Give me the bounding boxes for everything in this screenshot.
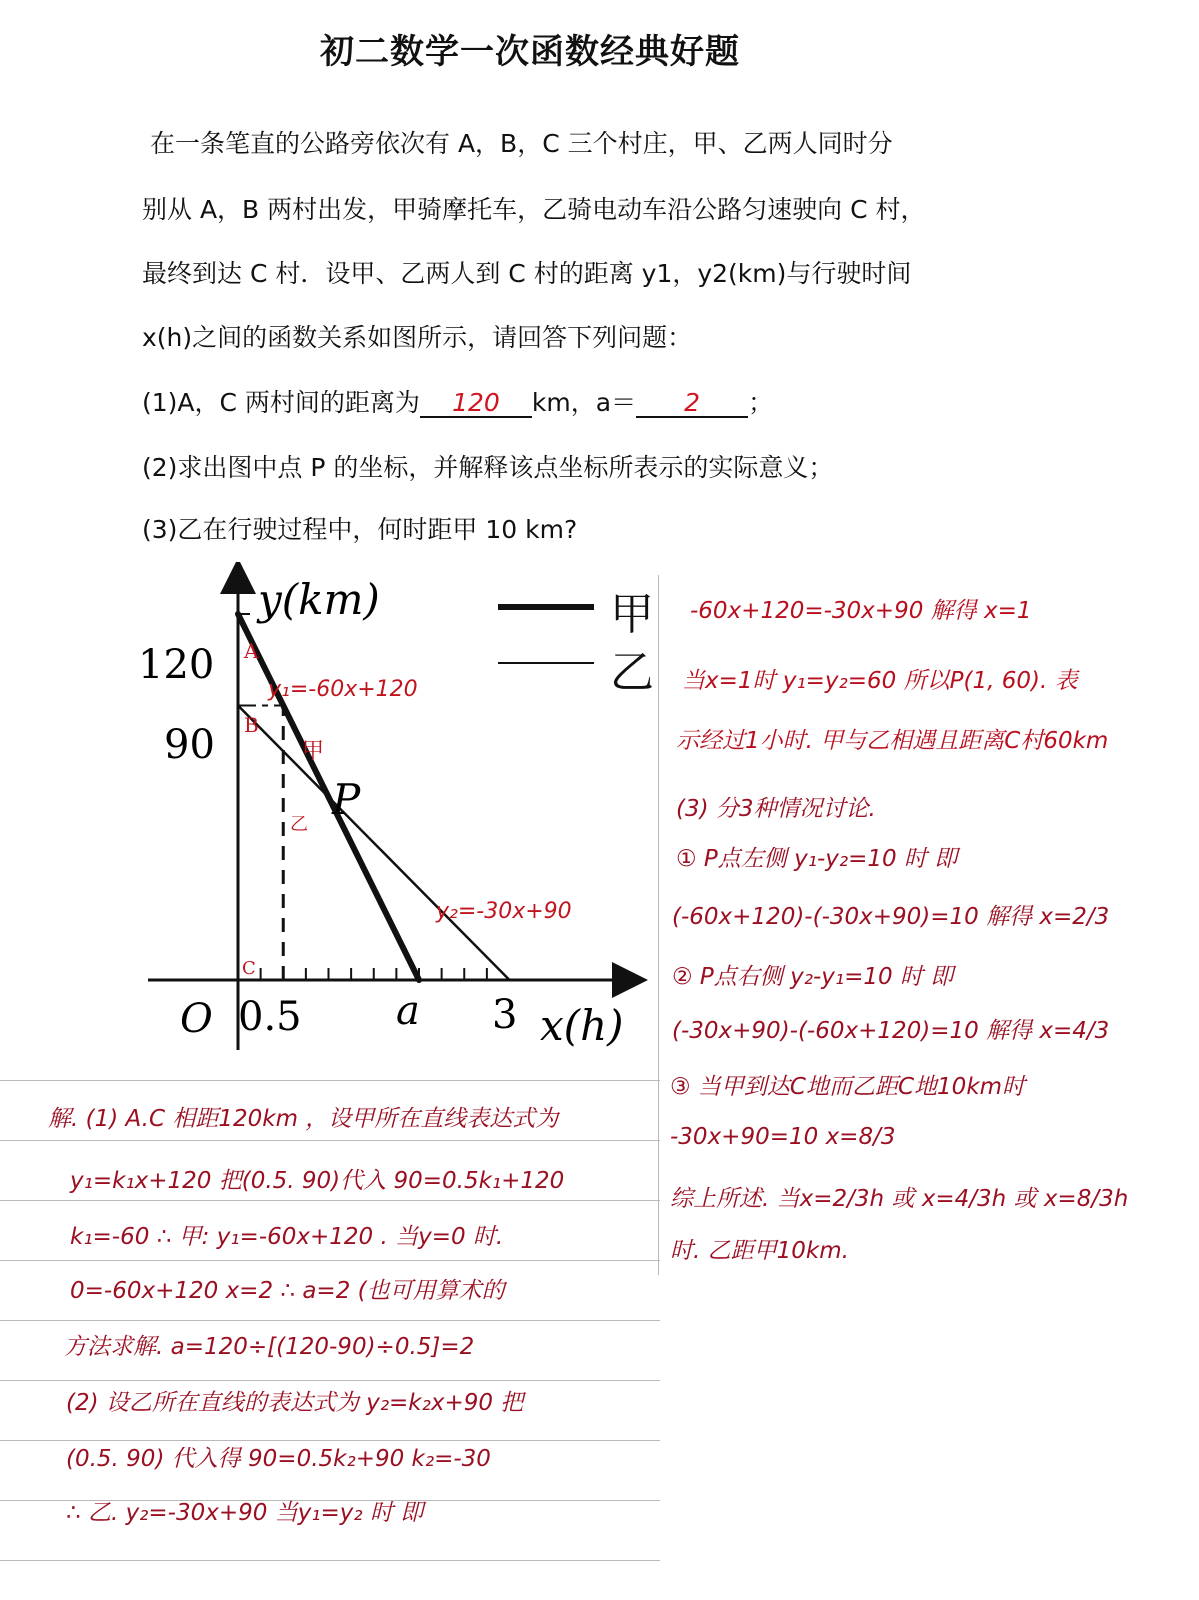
right-solution-line: 综上所述. 当x=2/3h 或 x=4/3h 或 x=8/3h [670,1186,1129,1212]
bottom-solution-line: k₁=-60 ∴ 甲: y₁=-60x+120 . 当y=0 时. [70,1224,504,1250]
right-solution-line: (-60x+120)-(-30x+90)=10 解得 x=2/3 [672,904,1110,930]
bottom-solution-line: (2) 设乙所在直线的表达式为 y₂=k₂x+90 把 [66,1390,524,1416]
x-tick-a: a [396,988,420,1034]
right-solution-line: -30x+90=10 x=8/3 [670,1124,896,1150]
question-3: (3)乙在行驶过程中，何时距甲 10 km? [142,515,578,544]
q1-blank-distance [420,390,532,418]
rule-line [0,1200,660,1201]
problem-line-1: 在一条笔直的公路旁依次有 A，B，C 三个村庄，甲、乙两人同时分 [150,129,893,158]
legend-line-yi [498,662,594,664]
right-solution-line: 时. 乙距甲10km. [670,1238,849,1264]
eq-y1: y₁=-60x+120 [268,677,418,702]
rule-line [0,1140,660,1141]
q1-mid: km，a＝ [531,388,637,417]
origin-label: O [180,996,213,1042]
right-solution-line: (-30x+90)-(-60x+120)=10 解得 x=4/3 [672,1018,1110,1044]
function-graph [130,562,660,1062]
legend-line-jia [498,604,594,610]
question-1 [142,383,773,419]
bottom-solution-line: (0.5. 90) 代入得 90=0.5k₂+90 k₂=-30 [66,1446,491,1472]
rule-line [0,1080,660,1081]
annot-a: A [244,639,259,663]
annot-yi: 乙 [290,814,308,835]
y-tick-90: 90 [164,722,215,768]
bottom-solution-line: y₁=k₁x+120 把(0.5. 90)代入 90=0.5k₁+120 [70,1168,565,1194]
q1-prefix: (1)A，C 两村间的距离为 [142,388,420,417]
page-title: 初二数学一次函数经典好题 [320,32,740,72]
eq-y2: y₂=-30x+90 [436,899,572,924]
annot-b: B [244,713,259,737]
x-tick-05: 0.5 [238,994,302,1040]
bottom-solution-line: 方法求解. a=120÷[(120-90)÷0.5]=2 [64,1334,475,1360]
y-axis-label: y(km) [258,575,380,624]
q1-suffix: ； [748,388,774,417]
problem-line-4: x(h)之间的函数关系如图所示，请回答下列问题： [142,323,693,352]
annot-c: C [242,958,256,979]
problem-line-3: 最终到达 C 村．设甲、乙两人到 C 村的距离 y1，y2(km)与行驶时间 [142,259,912,288]
bottom-solution-line: 0=-60x+120 x=2 ∴ a=2 (也可用算术的 [70,1278,505,1304]
bottom-solution-line: 解. (1) A.C 相距120km ，设甲所在直线表达式为 [48,1106,559,1132]
right-solution-line: ② P点右侧 y₂-y₁=10 时 即 [672,964,954,990]
q1-answer-distance: 120 [452,388,500,417]
q1-answer-a: 2 [684,388,701,417]
problem-line-2: 别从 A，B 两村出发，甲骑摩托车，乙骑电动车沿公路匀速驶向 C 村， [142,195,926,224]
right-solution-line: 示经过1小时. 甲与乙相遇且距离C村60km [676,728,1109,754]
right-solution-line: ① P点左侧 y₁-y₂=10 时 即 [676,846,958,872]
y-tick-120: 120 [138,642,215,688]
right-solution-line: -60x+120=-30x+90 解得 x=1 [690,598,1032,624]
rule-line [0,1560,660,1561]
right-solution-line: (3) 分3种情况讨论. [676,796,876,822]
legend-label-yi: 乙 [610,647,654,698]
rule-line [0,1380,660,1381]
annot-jia: 甲 [302,739,325,764]
intersection-point [326,794,332,800]
right-solution-line: 当x=1时 y₁=y₂=60 所以P(1, 60). 表 [682,668,1078,694]
rule-line [0,1320,660,1321]
series-line-yi [238,706,510,981]
right-solution-line: ③ 当甲到达C地而乙距C地10km时 [670,1074,1026,1100]
divider-vertical [658,575,659,1275]
rule-line [0,1260,660,1261]
question-2: (2)求出图中点 P 的坐标，并解释该点坐标所表示的实际意义； [142,453,834,482]
point-p-label: P [332,775,361,824]
x-tick-3: 3 [492,992,518,1038]
legend-label-jia: 甲 [610,589,654,640]
x-axis-label: x(h) [540,1001,624,1050]
q1-blank-a [636,390,748,418]
bottom-solution-line: ∴ 乙. y₂=-30x+90 当y₁=y₂ 时 即 [66,1500,424,1526]
